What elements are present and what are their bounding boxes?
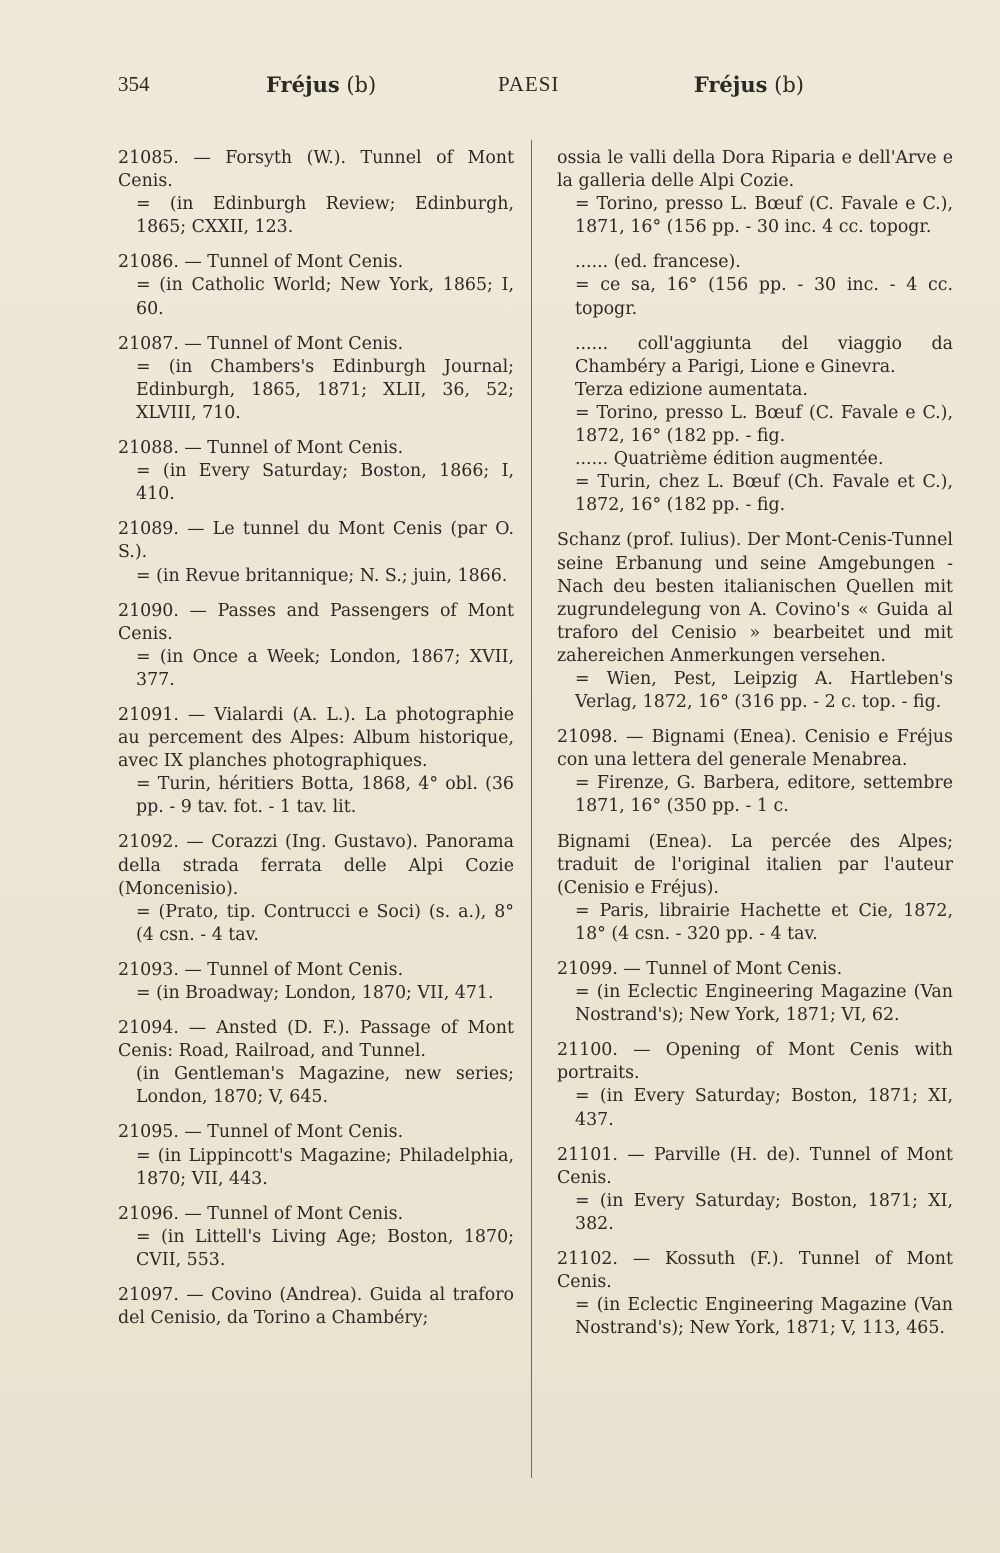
bibliography-entry xyxy=(557,1144,953,1236)
entry-heading: 21089. — Le tunnel du Mont Cenis (par O. S.). xyxy=(118,519,514,563)
right-column xyxy=(557,147,953,1340)
entry-heading: Bignami (Enea). La percée des Alpes; traduit de l'original italien par l'auteur (Cenisio e Fréjus). xyxy=(557,831,953,898)
entry-heading: 21090. — Passes and Passengers of Mont Cenis. xyxy=(118,600,514,644)
entry-heading: 21088. — Tunnel of Mont Cenis. xyxy=(118,438,404,459)
bibliography-entry xyxy=(557,251,953,320)
bibliography-entry xyxy=(118,1121,514,1190)
entry-publication: (in Gentleman's Magazine, new series; London, 1870; V, 645. xyxy=(136,1064,514,1108)
page-number: 354 xyxy=(118,72,150,96)
right-title-bold: Fréjus xyxy=(693,72,768,97)
left-running-title xyxy=(266,72,376,97)
entry-publication: = ce sa, 16° (156 pp. - 30 inc. - 4 cc. topogr. xyxy=(575,275,953,319)
entry-heading: 21095. — Tunnel of Mont Cenis. xyxy=(118,1122,404,1143)
bibliography-entry xyxy=(118,1203,514,1272)
entry-publication: = (in Eclectic Engineering Magazine (Van Nostrand's); New York, 1871; V, 113, 465. xyxy=(575,1295,953,1339)
bibliography-entry xyxy=(118,518,514,587)
entry-heading: 21099. — Tunnel of Mont Cenis. xyxy=(557,959,843,979)
entry-publication: = Torino, presso L. Bœuf (C. Favale e C.), 1872, 16° (182 pp. - fig. xyxy=(575,402,953,447)
bibliography-entry xyxy=(118,1284,514,1330)
bibliography-entry xyxy=(557,529,953,714)
entry-heading: ...... (ed. francese). xyxy=(575,252,741,273)
bibliography-entry xyxy=(557,1248,953,1340)
entry-publication: = (in Chambers's Edinburgh Journal; Edinburgh, 1865, 1871; XLII, 36, 52; XLVIII, 710. xyxy=(136,356,514,423)
entry-publication: = (in Catholic World; New York, 1865; I, 60. xyxy=(136,275,514,319)
entry-publication: = Wien, Pest, Leipzig A. Hartleben's Verlag, 1872, 16° (316 pp. - 2 c. top. - fig. xyxy=(575,668,953,713)
entry-publication: Terza edizione aumentata. xyxy=(575,379,808,400)
entry-publication: = Firenze, G. Barbera, editore, settembre 1871, 16° (350 pp. - 1 c. xyxy=(575,773,953,817)
entry-publication: = (in Revue britannique; N. S.; juin, 1866. xyxy=(136,565,508,586)
entry-publication: = (in Edinburgh Review; Edinburgh, 1865; CXXII, 123. xyxy=(136,194,514,238)
entry-heading: 21094. — Ansted (D. F.). Passage of Mont Cenis: Road, Railroad, and Tunnel. xyxy=(118,1018,514,1062)
entry-heading: 21098. — Bignami (Enea). Cenisio e Fréjus con una lettera del generale Menabrea. xyxy=(557,727,953,771)
bibliography-entry xyxy=(118,147,514,239)
entry-heading: 21086. — Tunnel of Mont Cenis. xyxy=(118,252,404,273)
bibliography-entry xyxy=(118,831,514,946)
bibliography-entry xyxy=(557,333,953,402)
running-header xyxy=(118,72,804,106)
entry-publication: = Paris, librairie Hachette et Cie, 1872, 18° (4 csn. - 320 pp. - 4 tav. xyxy=(575,900,953,944)
bibliography-entry xyxy=(557,958,953,1027)
entry-publication: = (in Once a Week; London, 1867; XVII, 377. xyxy=(136,646,514,690)
entry-publication: = (in Littell's Living Age; Boston, 1870; CVII, 553. xyxy=(136,1226,514,1270)
bibliography-entry xyxy=(118,704,514,819)
entry-heading: 21091. — Vialardi (A. L.). La photographie au percement des Alpes: Album historique, avec IX planches photographiques. xyxy=(118,704,514,772)
left-title-rest: (b) xyxy=(339,73,377,97)
bibliography-entry xyxy=(557,402,953,448)
left-title-bold: Fréjus xyxy=(266,72,340,97)
entry-heading: ...... coll'aggiunta del viaggio da Chambéry a Parigi, Lione e Ginevra. xyxy=(575,333,953,377)
entry-heading: 21102. — Kossuth (F.). Tunnel of Mont Cenis. xyxy=(557,1249,953,1293)
entry-heading: 21092. — Corazzi (Ing. Gustavo). Panorama della strada ferrata delle Alpi Cozie (Moncenisio). xyxy=(118,832,514,899)
entry-heading: 21096. — Tunnel of Mont Cenis. xyxy=(118,1203,404,1224)
entry-publication: = (Prato, tip. Contrucci e Soci) (s. a.), 8° (4 csn. - 4 tav. xyxy=(136,901,514,945)
entry-heading: ...... Quatrième édition augmentée. xyxy=(575,449,884,470)
section-title: PAESI xyxy=(498,72,560,96)
bibliography-entry xyxy=(557,726,953,818)
entry-heading: 21093. — Tunnel of Mont Cenis. xyxy=(118,959,404,980)
bibliography-entry xyxy=(557,1039,953,1131)
left-column xyxy=(118,147,514,1330)
right-title-rest: (b) xyxy=(767,73,804,97)
bibliography-entry xyxy=(118,600,514,692)
entry-publication: = Turin, héritiers Botta, 1868, 4° obl. (36 pp. - 9 tav. fot. - 1 tav. lit. xyxy=(136,774,514,818)
bibliography-entry xyxy=(118,251,514,320)
entry-heading: Schanz (prof. Iulius). Der Mont-Cenis-Tunnel seine Erbanung und seine Amgebungen - Nach deu besten italianischen Quellen mit zugrundelegung von A. Covino's « Guida al traforo del Cenisio » bearbeitet und mit zahereichen Anmerkungen versehen. xyxy=(557,530,953,666)
bibliography-entry xyxy=(118,333,514,425)
bibliography-entry xyxy=(557,448,953,517)
entry-heading: 21101. — Parville (H. de). Tunnel of Mont Cenis. xyxy=(557,1144,953,1188)
entry-publication: = (in Every Saturday; Boston, 1866; I, 410. xyxy=(136,461,514,505)
column-divider xyxy=(531,140,532,1478)
entry-heading: 21100. — Opening of Mont Cenis with portraits. xyxy=(557,1040,953,1084)
entry-heading: 21097. — Covino (Andrea). Guida al traforo del Cenisio, da Torino a Chambéry; xyxy=(118,1285,514,1329)
bibliography-entry xyxy=(118,437,514,506)
right-running-title xyxy=(694,72,804,97)
bibliography-entry xyxy=(118,959,514,1005)
entry-heading: 21087. — Tunnel of Mont Cenis. xyxy=(118,333,404,354)
bibliography-entry xyxy=(557,147,953,239)
entry-publication: = (in Lippincott's Magazine; Philadelphia, 1870; VII, 443. xyxy=(136,1145,514,1189)
entry-publication: = Turin, chez L. Bœuf (Ch. Favale et C.), 1872, 16° (182 pp. - fig. xyxy=(575,472,953,516)
entry-publication: = (in Eclectic Engineering Magazine (Van Nostrand's); New York, 1871; VI, 62. xyxy=(575,982,953,1026)
entry-heading: ossia le valli della Dora Riparia e dell'Arve e la galleria delle Alpi Cozie. xyxy=(557,148,953,192)
bibliography-entry xyxy=(557,831,953,946)
entry-publication: = (in Every Saturday; Boston, 1871; XI, 437. xyxy=(575,1086,953,1130)
entry-heading: 21085. — Forsyth (W.). Tunnel of Mont Cenis. xyxy=(118,148,514,192)
entry-publication: = (in Every Saturday; Boston, 1871; XI, 382. xyxy=(575,1190,953,1234)
entry-publication: = Torino, presso L. Bœuf (C. Favale e C.), 1871, 16° (156 pp. - 30 inc. 4 cc. topogr. xyxy=(575,194,953,238)
entry-publication: = (in Broadway; London, 1870; VII, 471. xyxy=(136,983,494,1003)
bibliography-entry xyxy=(118,1017,514,1109)
